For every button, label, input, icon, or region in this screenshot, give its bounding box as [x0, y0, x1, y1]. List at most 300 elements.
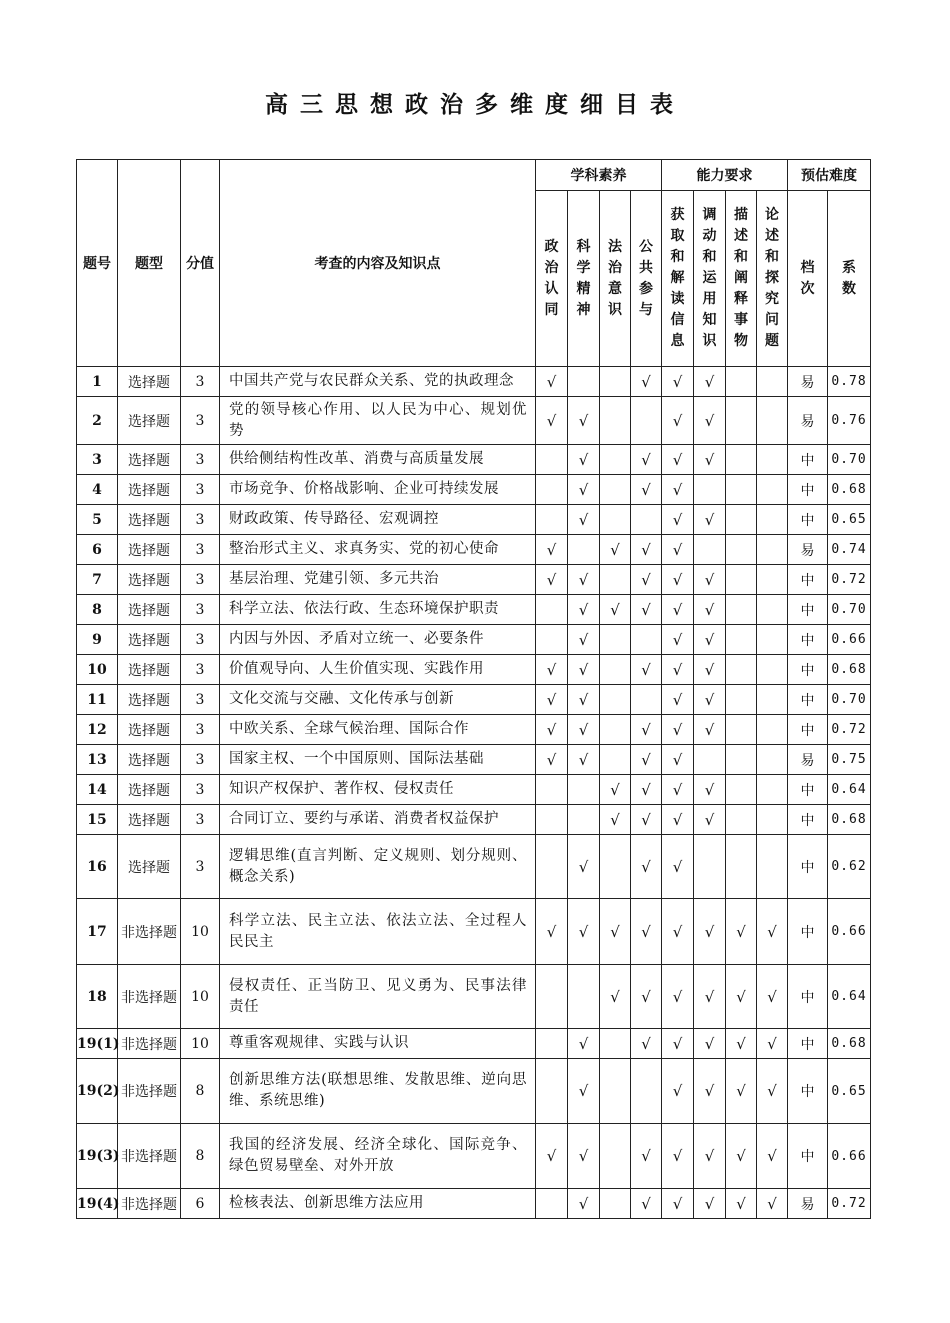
ability-check-cell: √ [694, 1124, 726, 1189]
ability-check-cell: √ [694, 595, 726, 625]
question-type-cell: 非选择题 [118, 899, 181, 965]
header-abl-apply: 调动和运用知识 [694, 191, 726, 367]
ability-check-cell [726, 775, 757, 805]
content-cell: 财政政策、传导路径、宏观调控 [220, 505, 536, 535]
difficulty-level-cell: 中 [788, 1029, 828, 1059]
question-type-cell: 选择题 [118, 835, 181, 899]
table-row [77, 397, 871, 445]
ability-check-cell [757, 475, 788, 505]
ability-check-cell: √ [662, 655, 694, 685]
literacy-check-cell: √ [631, 1029, 662, 1059]
content-cell: 创新思维方法(联想思维、发散思维、逆向思维、系统思维) [220, 1059, 536, 1124]
score-cell: 3 [181, 535, 220, 565]
literacy-check-cell: √ [631, 899, 662, 965]
ability-check-cell: √ [662, 1029, 694, 1059]
table-row [77, 715, 871, 745]
header-num: 题号 [77, 160, 118, 367]
question-type-cell: 选择题 [118, 745, 181, 775]
table-row [77, 445, 871, 475]
ability-check-cell: √ [662, 565, 694, 595]
difficulty-coef-cell: 0.72 [828, 715, 871, 745]
literacy-check-cell [536, 445, 568, 475]
score-cell: 10 [181, 965, 220, 1029]
question-type-cell: 选择题 [118, 655, 181, 685]
ability-check-cell [757, 535, 788, 565]
question-number-cell: 9 [77, 625, 118, 655]
ability-check-cell: √ [662, 445, 694, 475]
literacy-check-cell [600, 715, 631, 745]
literacy-check-cell: √ [631, 1124, 662, 1189]
question-number-cell: 19(3) [77, 1124, 118, 1189]
ability-check-cell: √ [694, 505, 726, 535]
table-row [77, 505, 871, 535]
difficulty-level-cell: 中 [788, 835, 828, 899]
literacy-check-cell: √ [568, 715, 600, 745]
content-cell: 检核表法、创新思维方法应用 [220, 1189, 536, 1219]
score-cell: 3 [181, 835, 220, 899]
score-cell: 10 [181, 1029, 220, 1059]
score-cell: 3 [181, 367, 220, 397]
literacy-check-cell [600, 1124, 631, 1189]
ability-check-cell: √ [757, 1029, 788, 1059]
question-type-cell: 选择题 [118, 367, 181, 397]
literacy-check-cell [631, 625, 662, 655]
difficulty-level-cell: 中 [788, 655, 828, 685]
literacy-check-cell: √ [568, 505, 600, 535]
difficulty-coef-cell: 0.68 [828, 475, 871, 505]
literacy-check-cell [600, 505, 631, 535]
difficulty-level-cell: 中 [788, 899, 828, 965]
ability-check-cell: √ [662, 1124, 694, 1189]
ability-check-cell: √ [694, 1059, 726, 1124]
ability-check-cell: √ [694, 445, 726, 475]
question-type-cell: 选择题 [118, 715, 181, 745]
score-cell: 3 [181, 445, 220, 475]
ability-check-cell: √ [662, 965, 694, 1029]
literacy-check-cell [600, 625, 631, 655]
difficulty-coef-cell: 0.78 [828, 367, 871, 397]
score-cell: 8 [181, 1059, 220, 1124]
literacy-check-cell: √ [568, 625, 600, 655]
difficulty-level-cell: 中 [788, 445, 828, 475]
question-number-cell: 11 [77, 685, 118, 715]
literacy-check-cell: √ [568, 1189, 600, 1219]
score-cell: 3 [181, 565, 220, 595]
content-cell: 党的领导核心作用、以人民为中心、规划优势 [220, 397, 536, 445]
ability-check-cell [726, 685, 757, 715]
literacy-check-cell: √ [568, 685, 600, 715]
literacy-check-cell: √ [536, 565, 568, 595]
question-number-cell: 17 [77, 899, 118, 965]
ability-check-cell [757, 805, 788, 835]
score-cell: 10 [181, 899, 220, 965]
literacy-check-cell: √ [568, 565, 600, 595]
literacy-check-cell [631, 1059, 662, 1124]
table-row [77, 1189, 871, 1219]
literacy-check-cell: √ [631, 835, 662, 899]
content-cell: 合同订立、要约与承诺、消费者权益保护 [220, 805, 536, 835]
question-number-cell: 13 [77, 745, 118, 775]
literacy-check-cell [568, 535, 600, 565]
ability-check-cell [757, 775, 788, 805]
content-cell: 基层治理、党建引领、多元共治 [220, 565, 536, 595]
question-number-cell: 18 [77, 965, 118, 1029]
header-lit-public: 公共参与 [631, 191, 662, 367]
literacy-check-cell: √ [631, 535, 662, 565]
content-cell: 市场竞争、价格战影响、企业可持续发展 [220, 475, 536, 505]
score-cell: 3 [181, 475, 220, 505]
ability-check-cell: √ [726, 1029, 757, 1059]
difficulty-coef-cell: 0.64 [828, 775, 871, 805]
literacy-check-cell: √ [631, 367, 662, 397]
literacy-check-cell [536, 775, 568, 805]
question-type-cell: 非选择题 [118, 965, 181, 1029]
question-number-cell: 14 [77, 775, 118, 805]
table-row [77, 565, 871, 595]
difficulty-coef-cell: 0.65 [828, 505, 871, 535]
literacy-check-cell: √ [568, 655, 600, 685]
literacy-check-cell: √ [536, 655, 568, 685]
literacy-check-cell: √ [568, 397, 600, 445]
ability-check-cell [757, 367, 788, 397]
literacy-check-cell: √ [568, 899, 600, 965]
ability-check-cell [757, 445, 788, 475]
difficulty-level-cell: 易 [788, 745, 828, 775]
score-cell: 3 [181, 505, 220, 535]
question-type-cell: 选择题 [118, 445, 181, 475]
header-group-ability: 能力要求 [662, 160, 788, 191]
difficulty-coef-cell: 0.70 [828, 595, 871, 625]
ability-check-cell [726, 715, 757, 745]
difficulty-level-cell: 中 [788, 715, 828, 745]
ability-check-cell: √ [726, 899, 757, 965]
content-cell: 我国的经济发展、经济全球化、国际竞争、绿色贸易壁垒、对外开放 [220, 1124, 536, 1189]
ability-check-cell: √ [694, 899, 726, 965]
ability-check-cell: √ [694, 805, 726, 835]
question-type-cell: 选择题 [118, 625, 181, 655]
question-type-cell: 选择题 [118, 535, 181, 565]
header-lit-science: 科学精神 [568, 191, 600, 367]
difficulty-coef-cell: 0.68 [828, 805, 871, 835]
literacy-check-cell [536, 965, 568, 1029]
literacy-check-cell: √ [568, 1059, 600, 1124]
ability-check-cell [757, 625, 788, 655]
content-cell: 逻辑思维(直言判断、定义规则、划分规则、概念关系) [220, 835, 536, 899]
score-cell: 3 [181, 745, 220, 775]
literacy-check-cell [631, 397, 662, 445]
literacy-check-cell: √ [536, 535, 568, 565]
literacy-check-cell: √ [631, 715, 662, 745]
literacy-check-cell: √ [631, 475, 662, 505]
literacy-check-cell [536, 1029, 568, 1059]
literacy-check-cell: √ [631, 655, 662, 685]
literacy-check-cell: √ [631, 775, 662, 805]
score-cell: 3 [181, 715, 220, 745]
difficulty-coef-cell: 0.65 [828, 1059, 871, 1124]
content-cell: 国家主权、一个中国原则、国际法基础 [220, 745, 536, 775]
literacy-check-cell: √ [568, 1029, 600, 1059]
ability-check-cell [726, 475, 757, 505]
difficulty-level-cell: 中 [788, 685, 828, 715]
ability-check-cell [726, 535, 757, 565]
header-score: 分值 [181, 160, 220, 367]
literacy-check-cell [600, 655, 631, 685]
content-cell: 侵权责任、正当防卫、见义勇为、民事法律责任 [220, 965, 536, 1029]
ability-check-cell [726, 625, 757, 655]
question-number-cell: 7 [77, 565, 118, 595]
ability-check-cell [726, 595, 757, 625]
ability-check-cell: √ [662, 397, 694, 445]
ability-check-cell: √ [662, 899, 694, 965]
question-type-cell: 选择题 [118, 775, 181, 805]
question-number-cell: 16 [77, 835, 118, 899]
ability-check-cell: √ [694, 715, 726, 745]
difficulty-coef-cell: 0.62 [828, 835, 871, 899]
ability-check-cell: √ [662, 1059, 694, 1124]
ability-check-cell: √ [757, 1124, 788, 1189]
table-row [77, 965, 871, 1029]
header-abl-acquire: 获取和解读信息 [662, 191, 694, 367]
ability-check-cell [757, 745, 788, 775]
ability-check-cell [694, 475, 726, 505]
table-row [77, 595, 871, 625]
ability-check-cell [726, 397, 757, 445]
question-type-cell: 选择题 [118, 685, 181, 715]
literacy-check-cell: √ [600, 899, 631, 965]
difficulty-level-cell: 中 [788, 595, 828, 625]
difficulty-level-cell: 中 [788, 475, 828, 505]
ability-check-cell: √ [662, 475, 694, 505]
score-cell: 3 [181, 397, 220, 445]
literacy-check-cell: √ [536, 745, 568, 775]
literacy-check-cell: √ [600, 535, 631, 565]
literacy-check-cell: √ [568, 1124, 600, 1189]
ability-check-cell: √ [757, 899, 788, 965]
question-type-cell: 选择题 [118, 595, 181, 625]
literacy-check-cell [631, 505, 662, 535]
ability-check-cell: √ [694, 565, 726, 595]
content-cell: 供给侧结构性改革、消费与高质量发展 [220, 445, 536, 475]
question-type-cell: 非选择题 [118, 1124, 181, 1189]
header-group-literacy: 学科素养 [536, 160, 662, 191]
ability-check-cell: √ [757, 965, 788, 1029]
difficulty-level-cell: 中 [788, 565, 828, 595]
question-number-cell: 6 [77, 535, 118, 565]
content-cell: 整治形式主义、求真务实、党的初心使命 [220, 535, 536, 565]
table-row [77, 367, 871, 397]
literacy-check-cell [600, 1189, 631, 1219]
ability-check-cell [726, 565, 757, 595]
table-row [77, 745, 871, 775]
table-row [77, 535, 871, 565]
difficulty-level-cell: 中 [788, 775, 828, 805]
literacy-check-cell [600, 1029, 631, 1059]
literacy-check-cell [600, 445, 631, 475]
ability-check-cell [757, 655, 788, 685]
header-abl-argue: 论述和探究问题 [757, 191, 788, 367]
ability-check-cell [757, 505, 788, 535]
literacy-check-cell [568, 805, 600, 835]
ability-check-cell: √ [662, 685, 694, 715]
table-row [77, 805, 871, 835]
ability-check-cell: √ [726, 1124, 757, 1189]
literacy-check-cell [568, 775, 600, 805]
literacy-check-cell: √ [568, 445, 600, 475]
ability-check-cell [694, 745, 726, 775]
ability-check-cell [757, 715, 788, 745]
header-lit-political: 政治认同 [536, 191, 568, 367]
content-cell: 内因与外因、矛盾对立统一、必要条件 [220, 625, 536, 655]
question-number-cell: 19(1) [77, 1029, 118, 1059]
header-coef: 系数 [828, 191, 871, 367]
header-abl-describe: 描述和阐释事物 [726, 191, 757, 367]
ability-check-cell: √ [694, 625, 726, 655]
ability-check-cell: √ [694, 775, 726, 805]
difficulty-level-cell: 中 [788, 805, 828, 835]
ability-check-cell [726, 367, 757, 397]
ability-check-cell: √ [726, 1189, 757, 1219]
question-number-cell: 19(2) [77, 1059, 118, 1124]
table-row [77, 1029, 871, 1059]
difficulty-coef-cell: 0.75 [828, 745, 871, 775]
header-type: 题型 [118, 160, 181, 367]
table-row [77, 1059, 871, 1124]
header-level: 档次 [788, 191, 828, 367]
score-cell: 3 [181, 775, 220, 805]
difficulty-coef-cell: 0.70 [828, 445, 871, 475]
difficulty-level-cell: 中 [788, 1124, 828, 1189]
ability-check-cell: √ [694, 397, 726, 445]
ability-check-cell: √ [726, 1059, 757, 1124]
literacy-check-cell: √ [631, 595, 662, 625]
difficulty-coef-cell: 0.66 [828, 899, 871, 965]
header-group-difficulty: 预估难度 [788, 160, 871, 191]
literacy-check-cell [536, 475, 568, 505]
difficulty-level-cell: 中 [788, 1059, 828, 1124]
score-cell: 3 [181, 595, 220, 625]
question-type-cell: 非选择题 [118, 1189, 181, 1219]
ability-check-cell: √ [694, 1189, 726, 1219]
table-row [77, 835, 871, 899]
literacy-check-cell: √ [536, 715, 568, 745]
literacy-check-cell: √ [631, 565, 662, 595]
ability-check-cell: √ [662, 595, 694, 625]
content-cell: 价值观导向、人生价值实现、实践作用 [220, 655, 536, 685]
difficulty-level-cell: 易 [788, 535, 828, 565]
difficulty-coef-cell: 0.66 [828, 625, 871, 655]
ability-check-cell [726, 745, 757, 775]
literacy-check-cell: √ [536, 899, 568, 965]
literacy-check-cell [536, 505, 568, 535]
ability-check-cell [757, 397, 788, 445]
table-row [77, 1124, 871, 1189]
table-row [77, 685, 871, 715]
literacy-check-cell [536, 805, 568, 835]
literacy-check-cell: √ [600, 775, 631, 805]
literacy-check-cell [600, 835, 631, 899]
ability-check-cell: √ [662, 775, 694, 805]
score-cell: 3 [181, 655, 220, 685]
ability-check-cell: √ [694, 655, 726, 685]
content-cell: 知识产权保护、著作权、侵权责任 [220, 775, 536, 805]
literacy-check-cell: √ [631, 445, 662, 475]
page-title: 高三思想政治多维度细目表 [265, 91, 685, 118]
ability-check-cell: √ [662, 745, 694, 775]
content-cell: 科学立法、依法行政、生态环境保护职责 [220, 595, 536, 625]
literacy-check-cell [600, 475, 631, 505]
question-number-cell: 10 [77, 655, 118, 685]
difficulty-coef-cell: 0.64 [828, 965, 871, 1029]
ability-check-cell [757, 565, 788, 595]
literacy-check-cell: √ [631, 965, 662, 1029]
ability-check-cell [694, 835, 726, 899]
ability-check-cell: √ [694, 1029, 726, 1059]
literacy-check-cell [600, 565, 631, 595]
literacy-check-cell [536, 595, 568, 625]
literacy-check-cell [631, 685, 662, 715]
ability-check-cell [694, 535, 726, 565]
literacy-check-cell [600, 745, 631, 775]
ability-check-cell: √ [662, 805, 694, 835]
literacy-check-cell [568, 367, 600, 397]
difficulty-coef-cell: 0.72 [828, 565, 871, 595]
ability-check-cell [757, 685, 788, 715]
header-lit-law: 法治意识 [600, 191, 631, 367]
question-type-cell: 非选择题 [118, 1029, 181, 1059]
ability-check-cell: √ [662, 715, 694, 745]
ability-check-cell [757, 835, 788, 899]
ability-check-cell [726, 505, 757, 535]
difficulty-coef-cell: 0.74 [828, 535, 871, 565]
literacy-check-cell [600, 397, 631, 445]
question-type-cell: 选择题 [118, 475, 181, 505]
difficulty-level-cell: 中 [788, 965, 828, 1029]
table-row [77, 475, 871, 505]
difficulty-coef-cell: 0.68 [828, 655, 871, 685]
content-cell: 尊重客观规律、实践与认识 [220, 1029, 536, 1059]
literacy-check-cell: √ [631, 745, 662, 775]
question-number-cell: 1 [77, 367, 118, 397]
question-number-cell: 3 [77, 445, 118, 475]
question-number-cell: 8 [77, 595, 118, 625]
literacy-check-cell [568, 965, 600, 1029]
question-type-cell: 选择题 [118, 805, 181, 835]
question-number-cell: 15 [77, 805, 118, 835]
literacy-check-cell: √ [536, 685, 568, 715]
question-type-cell: 选择题 [118, 565, 181, 595]
ability-check-cell: √ [662, 1189, 694, 1219]
ability-check-cell: √ [662, 505, 694, 535]
literacy-check-cell: √ [631, 805, 662, 835]
literacy-check-cell: √ [600, 965, 631, 1029]
difficulty-level-cell: 中 [788, 625, 828, 655]
ability-check-cell: √ [694, 367, 726, 397]
literacy-check-cell: √ [600, 595, 631, 625]
difficulty-level-cell: 中 [788, 505, 828, 535]
literacy-check-cell: √ [568, 475, 600, 505]
difficulty-coef-cell: 0.66 [828, 1124, 871, 1189]
ability-check-cell [726, 835, 757, 899]
literacy-check-cell [536, 1059, 568, 1124]
ability-check-cell: √ [662, 367, 694, 397]
score-cell: 3 [181, 685, 220, 715]
table-row [77, 899, 871, 965]
literacy-check-cell: √ [568, 745, 600, 775]
literacy-check-cell: √ [536, 367, 568, 397]
literacy-check-cell: √ [536, 1124, 568, 1189]
ability-check-cell: √ [662, 625, 694, 655]
literacy-check-cell [536, 625, 568, 655]
